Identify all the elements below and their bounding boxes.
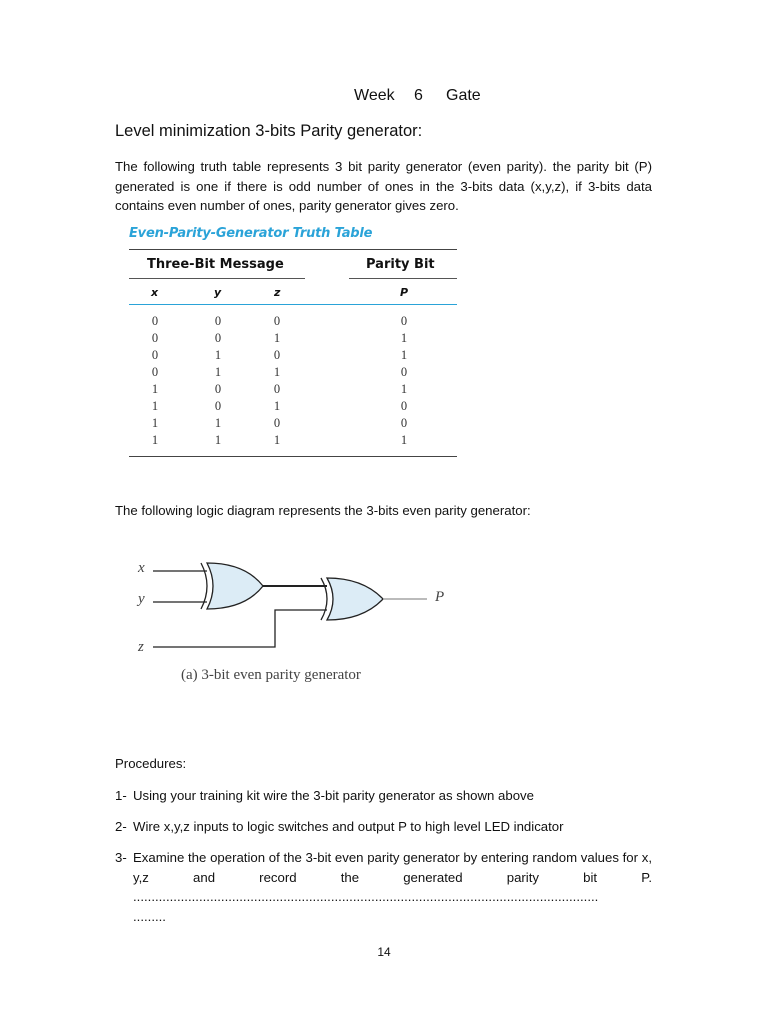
header-blue-rule xyxy=(129,304,457,305)
column-p: P xyxy=(400,286,409,299)
xor-gate-1 xyxy=(201,563,263,609)
table-cell: 1 xyxy=(151,382,159,396)
header-week: Week xyxy=(354,87,395,104)
table-cell: 1 xyxy=(400,433,408,447)
output-p-label: P xyxy=(435,589,445,605)
input-x-label: x xyxy=(138,560,145,576)
table-cell: 0 xyxy=(273,382,281,396)
table-cell: 1 xyxy=(214,348,222,362)
step-number: 3- xyxy=(115,850,127,865)
header-gate: Gate xyxy=(446,87,481,104)
table-cell: 0 xyxy=(151,365,159,379)
table-cell: 0 xyxy=(273,314,281,328)
parity-underline xyxy=(349,278,457,279)
column-y: y xyxy=(214,286,222,299)
logic-diagram xyxy=(135,548,455,693)
truth-table-title: Even-Parity-Generator Truth Table xyxy=(129,226,373,241)
table-cell: 0 xyxy=(214,399,222,413)
table-cell: 1 xyxy=(214,433,222,447)
step-3-text: Examine the operation of the 3-bit even parity generator by entering random values for x,y,z and record the generated parity bit P. ............................................................................................................................... xyxy=(133,850,652,904)
step-number: 2- xyxy=(115,819,127,834)
step-text: Using your training kit wire the 3-bit parity generator as shown above xyxy=(133,788,534,803)
table-cell: 1 xyxy=(273,399,281,413)
input-y-label: y xyxy=(138,591,145,607)
procedure-step-3 xyxy=(115,848,652,926)
table-cell: 0 xyxy=(214,382,222,396)
table-cell: 1 xyxy=(273,365,281,379)
table-cell: 0 xyxy=(400,365,408,379)
step-number: 1- xyxy=(115,788,127,803)
table-cell: 1 xyxy=(400,348,408,362)
table-cell: 0 xyxy=(151,331,159,345)
diagram-caption: (a) 3-bit even parity generator xyxy=(181,667,361,683)
table-cell: 0 xyxy=(273,348,281,362)
header-number: 6 xyxy=(414,87,423,104)
step-text: Wire x,y,z inputs to logic switches and output P to high level LED indicator xyxy=(133,819,564,834)
header-three-bit-message: Three-Bit Message xyxy=(147,257,284,272)
table-cell: 0 xyxy=(400,314,408,328)
step-text xyxy=(133,848,652,926)
input-z-label: z xyxy=(138,639,144,655)
table-cell: 0 xyxy=(214,331,222,345)
table-cell: 1 xyxy=(151,433,159,447)
table-cell: 0 xyxy=(214,314,222,328)
column-z: z xyxy=(274,286,281,299)
step-3-dots: ......... xyxy=(133,908,166,924)
table-top-rule xyxy=(129,249,457,250)
table-cell: 0 xyxy=(151,314,159,328)
table-cell: 1 xyxy=(400,331,408,345)
table-cell: 1 xyxy=(151,399,159,413)
table-cell: 1 xyxy=(151,416,159,430)
table-bottom-rule xyxy=(129,456,457,457)
diagram-intro: The following logic diagram represents the 3-bits even parity generator: xyxy=(115,503,531,518)
truth-table xyxy=(129,226,457,447)
table-cell: 1 xyxy=(214,365,222,379)
intro-paragraph: The following truth table represents 3 bit parity generator (even parity). the parity bit (P) generated is one if there is odd number of ones in the 3-bits data (x,y,z), if 3-bits data contains even number of ones, parity generator gives zero. xyxy=(115,159,652,213)
table-cell: 1 xyxy=(273,433,281,447)
table-cell: 0 xyxy=(151,348,159,362)
column-x: x xyxy=(151,286,159,299)
table-cell: 0 xyxy=(273,416,281,430)
table-cell: 1 xyxy=(400,382,408,396)
procedure-step-2 xyxy=(115,817,652,837)
xor-gate-2 xyxy=(321,578,383,620)
message-underline xyxy=(129,278,305,279)
header-parity-bit: Parity Bit xyxy=(366,257,435,272)
table-cell: 0 xyxy=(400,416,408,430)
table-cell: 1 xyxy=(214,416,222,430)
section-title: Level minimization 3-bits Parity generator: xyxy=(115,122,423,140)
page-number: 14 xyxy=(377,945,391,959)
procedure-step-1 xyxy=(115,786,652,806)
table-cell: 1 xyxy=(273,331,281,345)
table-cell: 0 xyxy=(400,399,408,413)
procedures-heading: Procedures: xyxy=(115,756,187,771)
